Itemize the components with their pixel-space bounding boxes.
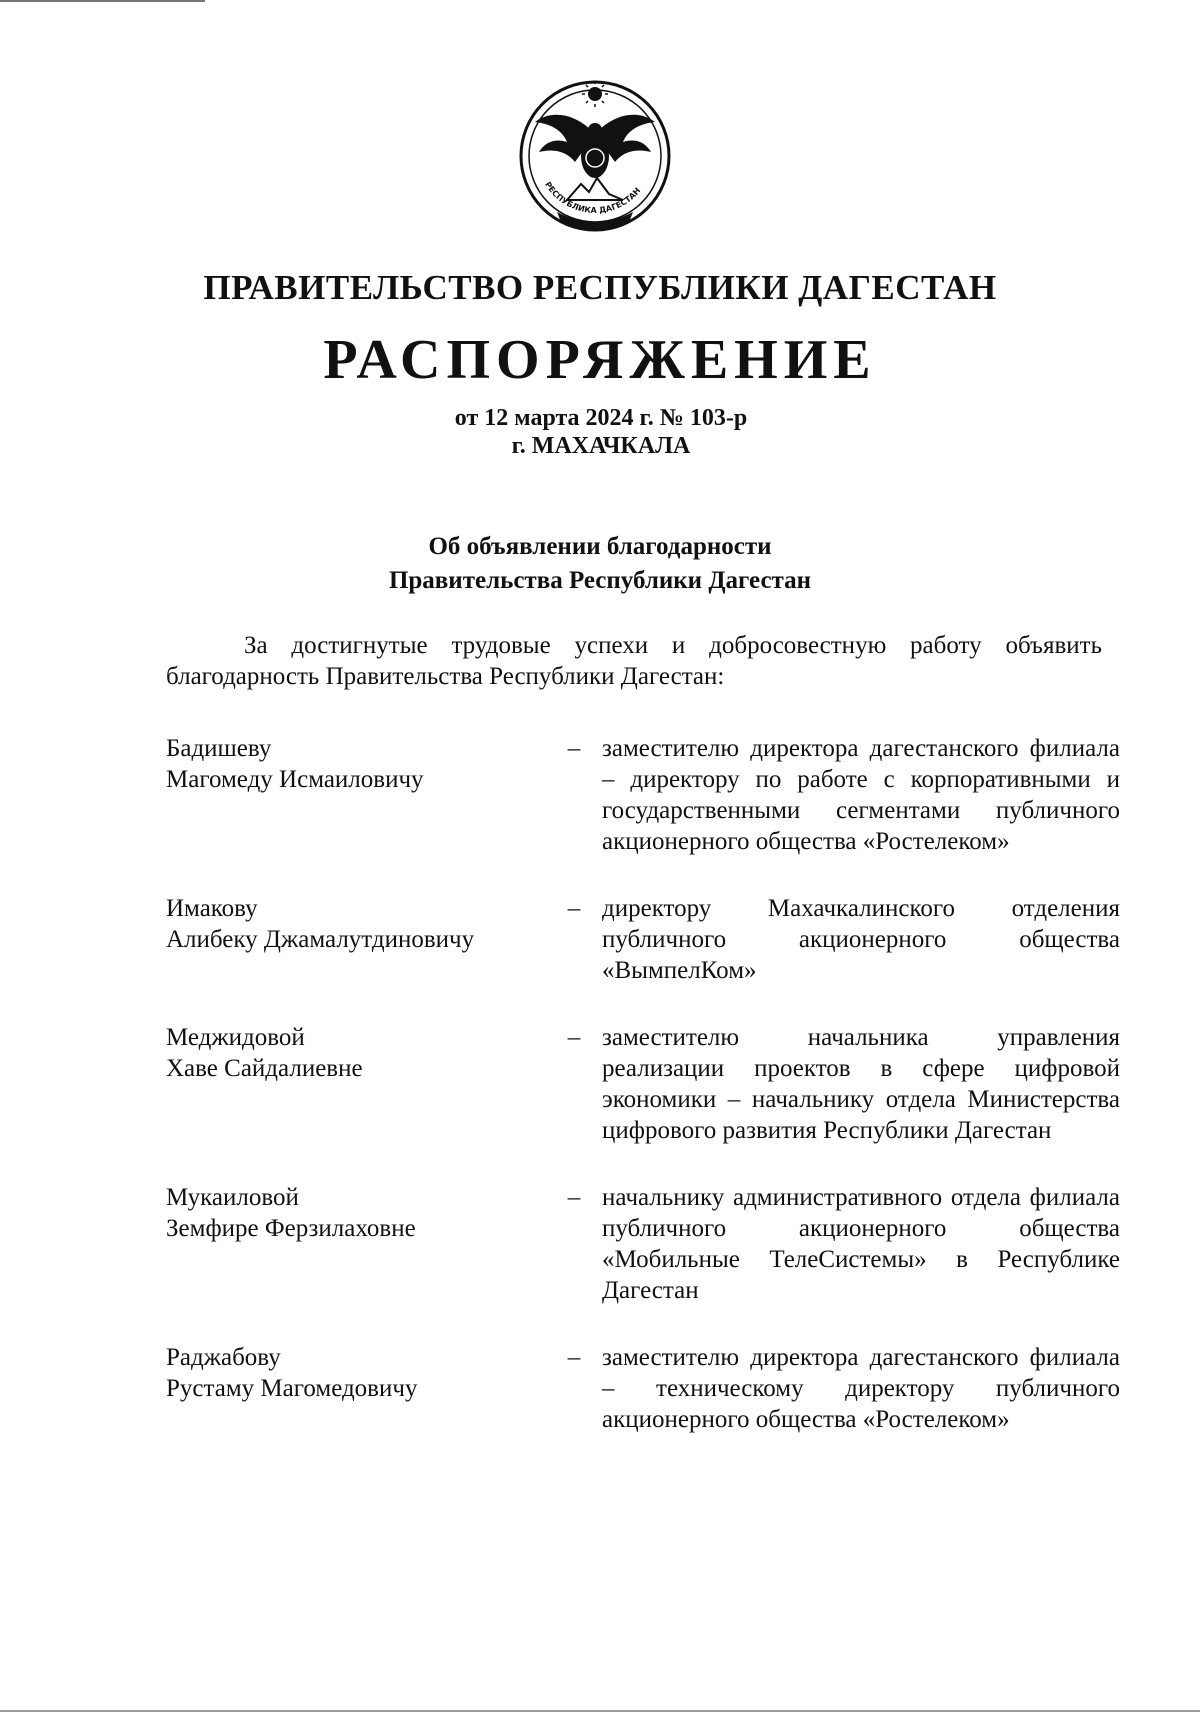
recipient-name xyxy=(166,893,546,986)
recipient-entry xyxy=(166,1342,1120,1435)
recipient-position: заместителю директора дагестанского филиала – техническому директору публичного акционерного общества «Ростелеком» xyxy=(602,1344,1120,1433)
recipient-given-names: Алибеку Джамалутдиновичу xyxy=(166,926,475,953)
recipient-surname: Мукаиловой xyxy=(166,1184,299,1211)
recipients-list xyxy=(166,733,1120,1471)
recipient-surname: Раджабову xyxy=(166,1344,281,1371)
document-type-title: РАСПОРЯЖЕНИЕ xyxy=(323,329,877,391)
subject-line-1: Об объявлении благодарности xyxy=(428,533,772,560)
recipient-entry xyxy=(166,733,1120,857)
recipient-entry xyxy=(166,893,1120,986)
date-and-number: от 12 марта 2024 г. № 103-р xyxy=(454,405,748,431)
emblem-text: РЕСПУБЛИКА ДАГЕСТАН xyxy=(543,180,643,215)
document-meta xyxy=(0,404,1200,460)
recipient-position: начальнику административного отдела филиала публичного акционерного общества «Мобильные ТелеСистемы» в Республике Дагестан xyxy=(602,1184,1120,1304)
entry-dash: – xyxy=(567,735,581,762)
recipient-given-names: Земфире Ферзилаховне xyxy=(166,1215,416,1242)
recipient-entry xyxy=(166,1182,1120,1306)
recipient-given-names: Магомеду Исмаиловичу xyxy=(166,766,424,793)
recipient-surname: Бадишеву xyxy=(166,735,272,762)
recipient-surname: Имакову xyxy=(166,895,258,922)
recipient-name xyxy=(166,1182,546,1306)
dagestan-coat-of-arms-emblem xyxy=(505,72,685,247)
recipient-position: заместителю начальника управления реализации проектов в сфере цифровой экономики – начальнику отдела Министерства цифрового развития Республики Дагестан xyxy=(602,1024,1120,1144)
preamble-paragraph: За достигнутые трудовые успехи и добросовестную работу объявить благодарность Правительства Республики Дагестан: xyxy=(166,632,1102,690)
recipient-surname: Меджидовой xyxy=(166,1024,305,1051)
government-title: ПРАВИТЕЛЬСТВО РЕСПУБЛИКИ ДАГЕСТАН xyxy=(203,268,997,307)
entry-dash: – xyxy=(567,1184,581,1211)
recipient-name xyxy=(166,1022,546,1146)
recipient-given-names: Рустаму Магомедовичу xyxy=(166,1375,418,1402)
recipient-given-names: Хаве Сайдалиевне xyxy=(166,1055,363,1082)
recipient-entry xyxy=(166,1022,1120,1146)
document-subject xyxy=(0,530,1200,598)
entry-dash: – xyxy=(567,895,581,922)
city: г. МАХАЧКАЛА xyxy=(511,433,691,459)
scan-edge-top xyxy=(0,0,205,2)
recipient-name xyxy=(166,1342,546,1435)
subject-line-2: Правительства Республики Дагестан xyxy=(388,567,812,594)
recipient-position: заместителю директора дагестанского филиала – директору по работе с корпоративными и государственными сегментами публичного акционерного общества «Ростелеком» xyxy=(602,735,1120,855)
recipient-position: директору Махачкалинского отделения публичного акционерного общества «ВымпелКом» xyxy=(602,895,1120,984)
scan-edge-bottom xyxy=(0,1710,1200,1712)
entry-dash: – xyxy=(567,1024,581,1051)
entry-dash: – xyxy=(567,1344,581,1371)
recipient-name xyxy=(166,733,546,857)
